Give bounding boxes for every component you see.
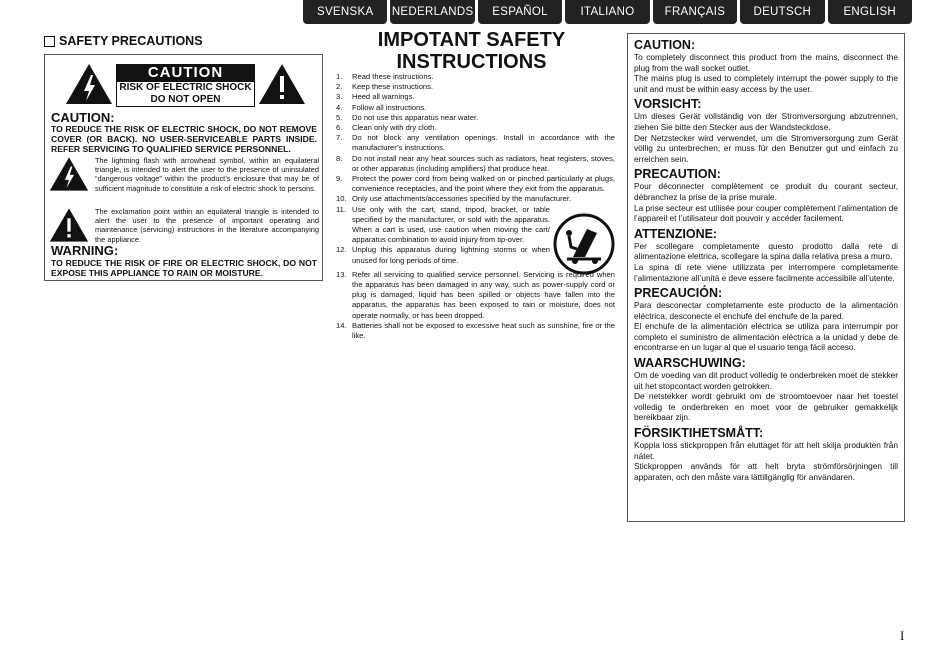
lang-section-italian [634,227,898,283]
exclamation-text: The exclamation point within an equilateral triangle is intended to alert the user to the presence of important operating and maintenance (servicing) instructions in the literature accompanying the appliance. [95,207,319,244]
paragraph: El enchufe de la alimentación eléctrica se utiliza para interrumpir por completo el suministro de alimentación eléctrica a la unidad y debe de encontrarse en un lugar al que el usuario tenga fácil acceso. [634,321,898,353]
list-item: 1. Read these instructions. [336,72,434,81]
exclamation-triangle-icon [258,63,306,105]
lightning-triangle-icon [49,156,89,192]
warning-title: WARNING: [51,243,119,258]
paragraph: Per scollegare completamente questo prodotto dalla rete di alimentazione elettrica, scollegare la spina dalla relativa presa a muro. [634,240,898,262]
list-item: 8. Do not install near any heat sources such as radiators, heat registers, stoves, or other apparatus (including amplifiers) that produce heat. [336,153,615,173]
exclamation-explanation [49,207,319,244]
section-heading: FÖRSIKTIHETSMÅTT: [634,426,764,441]
paragraph: The mains plug is used to completely interrupt the power supply to the unit and must be within easy access by the user. [634,73,898,94]
list-item: 11. Use only with the cart, stand, tripod, bracket, or table specified by the manufacturer, or sold with the apparatus. When a cart is used, use caution when moving the cart/ apparatus combination to avoid injury from tip-over. [336,204,550,245]
page-number: I [900,628,905,643]
caution-label-subtext [116,82,255,107]
page-title [335,29,608,73]
lang-section-english [634,38,898,94]
section-heading: CAUTION: [634,38,696,52]
warning-text: TO REDUCE THE RISK OF FIRE OR ELECTRIC SHOCK, DO NOT EXPOSE THIS APPLIANCE TO RAIN OR MOISTURE. [51,258,317,279]
paragraph: To completely disconnect this product from the mains, disconnect the plug from the wall socket outlet. [634,52,898,73]
checkbox-square-icon [44,36,55,47]
lang-section-french [634,167,898,223]
list-item: 4. Follow all instructions. [336,102,427,112]
paragraph: Um dieses Gerät vollständig von der Stromversorgung abzutrennen, ziehen Sie bitte den Stecker aus der Wandsteckdose. [634,111,898,132]
list-item: 13. Refer all servicing to qualified service personnel. Servicing is required when the apparatus has been damaged in any way, such as power-supply cord or plug is damaged, liquid has been spilled or objects have fallen into the apparatus, the apparatus has been exposed to rain or moisture, does not operate normally, or has been dropped. [336,269,615,320]
section-heading: WAARSCHUWING: [634,356,746,371]
page-title-line1: IMPOTANT SAFETY [377,29,566,51]
tab-espanol[interactable]: ESPAÑOL [478,0,562,24]
mains-disconnect-box [627,33,905,522]
paragraph: La spina di rete viene utilizzata per interrompere completamente l’alimentazione all’unità e deve essere facilmente accessibile all’utente. [634,261,898,283]
exclamation-triangle-icon [49,207,89,243]
lang-section-german [634,97,898,164]
paragraph: Stickproppen används för att helt bryta strömförsörjningen till apparaten, och den måste vara lättillgänglig för användaren. [634,461,898,482]
tab-italiano[interactable]: ITALIANO [565,0,649,24]
lang-section-swedish [634,426,898,482]
paragraph: La prise secteur est utilisée pour couper complètement l’alimentation de l’appareil et l’utilisateur doit pouvoir y accéder facilement. [634,202,898,224]
caution-text: TO REDUCE THE RISK OF ELECTRIC SHOCK, DO NOT REMOVE COVER (OR BACK). NO USER-SERVICEABLE PARTS INSIDE. REFER SERVICING TO QUALIFIED SERVICE PERSONNEL. [51,124,317,155]
section-heading: PRECAUCIÓN: [634,286,723,301]
paragraph: Om de voeding van dit product volledig te onderbreken moet de stekker uit het stopcontact worden getrokken. [634,370,898,391]
tab-english[interactable]: ENGLISH [828,0,912,24]
list-item: 9. Protect the power cord from being walked on or pinched particularly at plugs, convenience receptacles, and the point where they exit from the apparatus. [336,174,615,194]
cart-warning-icon [553,213,615,275]
list-item: 14. Batteries shall not be exposed to excessive heat such as sunshine, fire or the like. [336,320,615,341]
tab-nederlands[interactable]: NEDERLANDS [390,0,474,24]
caution-label: CAUTION [116,64,255,82]
risk-shock-text: RISK OF ELECTRIC SHOCK [119,82,252,93]
paragraph: De netstekker wordt gebruikt om de stroomtoevoer naar het toestel volledig te onderbreken en moet voor de gebruiker gemakkelijk bereikbaar zijn. [634,391,898,423]
tab-francais[interactable]: FRANÇAIS [653,0,737,24]
tab-deutsch[interactable]: DEUTSCH [740,0,824,24]
list-item: 7. Do not block any ventilation openings. Install in accordance with the manufacturer’s instructions. [336,133,615,153]
instructions-list [336,72,615,341]
list-item: 2. Keep these instructions. [336,82,434,92]
list-item: 12. Unplug this apparatus during lightning storms or when unused for long periods of time. [336,245,550,265]
list-item: 3. Heed all warnings. [336,92,415,102]
paragraph: Koppla loss stickproppen från eluttaget för att helt skilja produkten från nätet. [634,440,898,461]
lightning-text: The lightning flash with arrowhead symbol, within an equilateral triangle, is intended to alert the user to the presence of uninsulated “dangerous voltage” within the product’s enclosure that may be of sufficient magnitude to constitute a risk of electric shock to persons. [95,156,319,193]
list-item: 10. Only use attachments/accessories specified by the manufacturer. [336,194,572,204]
paragraph: Der Netzstecker wird verwendet, um die Stromversorgung zum Gerät völlig zu unterbrechen; er muss für den Benutzer gut und einfach zu erreichen sein. [634,132,898,164]
caution-title: CAUTION: [51,110,115,125]
do-not-open-text: DO NOT OPEN [150,94,221,105]
lang-section-spanish [634,286,898,353]
page-title-line2: INSTRUCTIONS [396,51,547,73]
list-item: 6. Clean only with dry cloth. [336,123,437,133]
lightning-explanation [49,156,319,193]
lightning-triangle-icon [65,63,113,105]
section-heading: VORSICHT: [634,97,702,112]
section-title: SAFETY PRECAUTIONS [59,34,203,48]
section-heading [44,34,203,48]
paragraph: Pour déconnecter complètement ce produit du courant secteur, débranchez la prise de la prise murale. [634,181,898,202]
safety-precautions-box [44,54,323,281]
list-item: 5. Do not use this apparatus near water. [336,112,479,122]
paragraph: Para desconectar completamente este producto de la alimentación eléctrica, desconecte el enchufe del enchufe de la pared. [634,300,898,321]
language-tabs [303,0,912,24]
lang-section-dutch [634,356,898,423]
tab-svenska[interactable]: SVENSKA [303,0,387,24]
section-heading: ATTENZIONE: [634,226,718,241]
section-heading: PRECAUTION: [634,167,721,182]
